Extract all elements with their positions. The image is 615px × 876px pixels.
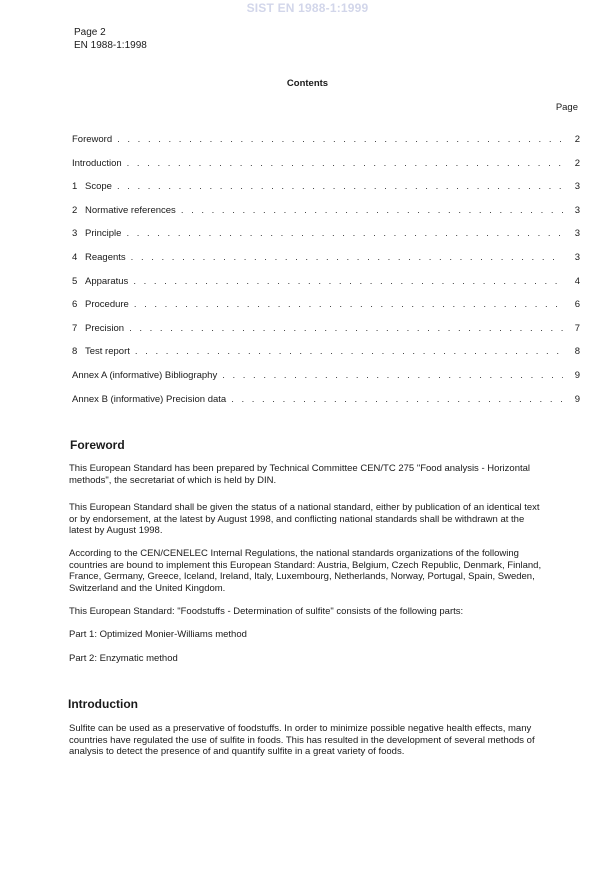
toc-entry[interactable] bbox=[72, 205, 580, 229]
toc-entry[interactable] bbox=[72, 346, 580, 370]
toc-entry-number: 8 bbox=[72, 346, 78, 358]
text-line: Switzerland and the United Kingdom. bbox=[69, 583, 226, 595]
text-line: countries are bound to implement this European Standard: Austria, Belgium, Czech Republic, Denmark, Finland, bbox=[69, 559, 542, 571]
toc-entry-page: 9 bbox=[574, 393, 580, 405]
toc-entry-page: 6 bbox=[574, 299, 580, 311]
text-line: According to the CEN/CENELEC Internal Regulations, the national standards organizations of the following bbox=[69, 548, 519, 559]
toc-entry-title: Principle bbox=[85, 228, 122, 240]
page-number: Page 2 bbox=[74, 27, 106, 38]
foreword-paragraph bbox=[69, 548, 577, 595]
text-line: methods", the secretariat of which is held by DIN. bbox=[69, 474, 277, 486]
toc-entry-page: 3 bbox=[574, 181, 580, 193]
toc-leader-dots bbox=[117, 134, 563, 145]
toc-entry-title: Annex B (informative) Precision data bbox=[72, 393, 227, 405]
text-line: or by endorsement, at the latest by August 1998, and conflicting national standards shall be withdrawn at the bbox=[69, 513, 525, 525]
foreword-part-1: Part 1: Optimized Monier-Williams method bbox=[69, 629, 247, 640]
foreword-part-2: Part 2: Enzymatic method bbox=[69, 653, 178, 664]
page-column-label: Page bbox=[555, 102, 578, 113]
toc-entry[interactable] bbox=[72, 276, 580, 300]
toc-entry-title: Precision bbox=[85, 322, 125, 334]
toc-entry[interactable] bbox=[72, 134, 580, 158]
page-header bbox=[74, 27, 147, 52]
toc-entry-title: Test report bbox=[85, 346, 130, 358]
toc-entry-title: Scope bbox=[85, 181, 112, 193]
watermark: SIST EN 1988-1:1999 bbox=[246, 1, 369, 15]
toc-entry-number: 7 bbox=[72, 322, 78, 334]
toc-entry-page: 3 bbox=[574, 228, 580, 240]
toc-leader-dots bbox=[181, 205, 563, 216]
foreword-heading: Foreword bbox=[70, 438, 125, 452]
toc-leader-dots bbox=[231, 394, 563, 405]
toc-entry[interactable] bbox=[72, 299, 580, 323]
toc-entry-title: Foreword bbox=[72, 134, 113, 145]
toc-entry-page: 8 bbox=[574, 346, 580, 358]
toc-entry-number: 5 bbox=[72, 275, 78, 287]
toc-entry-number: 3 bbox=[72, 228, 78, 240]
foreword-paragraph bbox=[69, 502, 577, 537]
toc-leader-dots bbox=[129, 323, 563, 334]
toc-entry-page: 7 bbox=[574, 322, 580, 334]
toc-entry-number: 2 bbox=[72, 204, 78, 216]
toc-leader-dots bbox=[134, 299, 563, 310]
introduction-paragraph bbox=[69, 723, 577, 758]
toc-entry[interactable] bbox=[72, 370, 580, 394]
toc-entry-page: 3 bbox=[574, 251, 580, 263]
contents-title: Contents bbox=[286, 78, 329, 89]
toc-entry-title: Introduction bbox=[72, 157, 122, 169]
document-id: EN 1988-1:1998 bbox=[74, 39, 147, 51]
foreword-parts-intro: This European Standard: "Foodstuffs - Determination of sulfite" consists of the following parts: bbox=[69, 606, 464, 617]
toc-leader-dots bbox=[117, 181, 563, 192]
text-line: analysis to detect the presence of and quantify sulfite in a great variety of foods. bbox=[69, 746, 405, 758]
toc-entry-number: 4 bbox=[72, 251, 78, 263]
text-line: This European Standard shall be given the status of a national standard, either by publication of an identical text bbox=[69, 502, 540, 513]
table-of-contents bbox=[72, 134, 580, 417]
toc-entry[interactable] bbox=[72, 323, 580, 347]
introduction-heading: Introduction bbox=[68, 697, 138, 711]
toc-leader-dots bbox=[126, 228, 563, 239]
toc-entry[interactable] bbox=[72, 228, 580, 252]
toc-leader-dots bbox=[131, 252, 563, 263]
toc-leader-dots bbox=[135, 346, 563, 357]
toc-entry-title: Reagents bbox=[85, 251, 126, 263]
toc-entry-page: 3 bbox=[574, 204, 580, 216]
toc-leader-dots bbox=[222, 370, 563, 381]
toc-entry[interactable] bbox=[72, 158, 580, 182]
text-line: countries have regulated the use of sulfite in foods. This has resulted in the development of several methods of bbox=[69, 734, 535, 746]
toc-entry-title: Normative references bbox=[85, 204, 176, 216]
toc-entry-number: 6 bbox=[72, 299, 78, 311]
toc-entry[interactable] bbox=[72, 394, 580, 418]
toc-entry[interactable] bbox=[72, 181, 580, 205]
toc-entry-title: Procedure bbox=[85, 299, 129, 311]
text-line: Sulfite can be used as a preservative of foodstuffs. In order to minimize possible negative health effects, many bbox=[69, 723, 532, 734]
foreword-paragraph bbox=[69, 463, 577, 486]
toc-entry-page: 4 bbox=[574, 275, 580, 287]
toc-entry-title: Apparatus bbox=[85, 275, 129, 287]
toc-entry-number: 1 bbox=[72, 181, 78, 193]
toc-entry-page: 2 bbox=[574, 134, 580, 145]
toc-entry-page: 2 bbox=[574, 157, 580, 169]
toc-entry-title: Annex A (informative) Bibliography bbox=[72, 369, 218, 381]
text-line: This European Standard has been prepared by Technical Committee CEN/TC 275 "Food analysis - Horizontal bbox=[69, 463, 531, 474]
toc-leader-dots bbox=[133, 276, 563, 287]
text-line: France, Germany, Greece, Iceland, Ireland, Italy, Luxembourg, Netherlands, Norway, Portugal, Spain, Sweden, bbox=[69, 571, 535, 583]
text-line: latest by August 1998. bbox=[69, 525, 163, 537]
toc-leader-dots bbox=[127, 158, 563, 169]
toc-entry[interactable] bbox=[72, 252, 580, 276]
toc-entry-page: 9 bbox=[574, 369, 580, 381]
